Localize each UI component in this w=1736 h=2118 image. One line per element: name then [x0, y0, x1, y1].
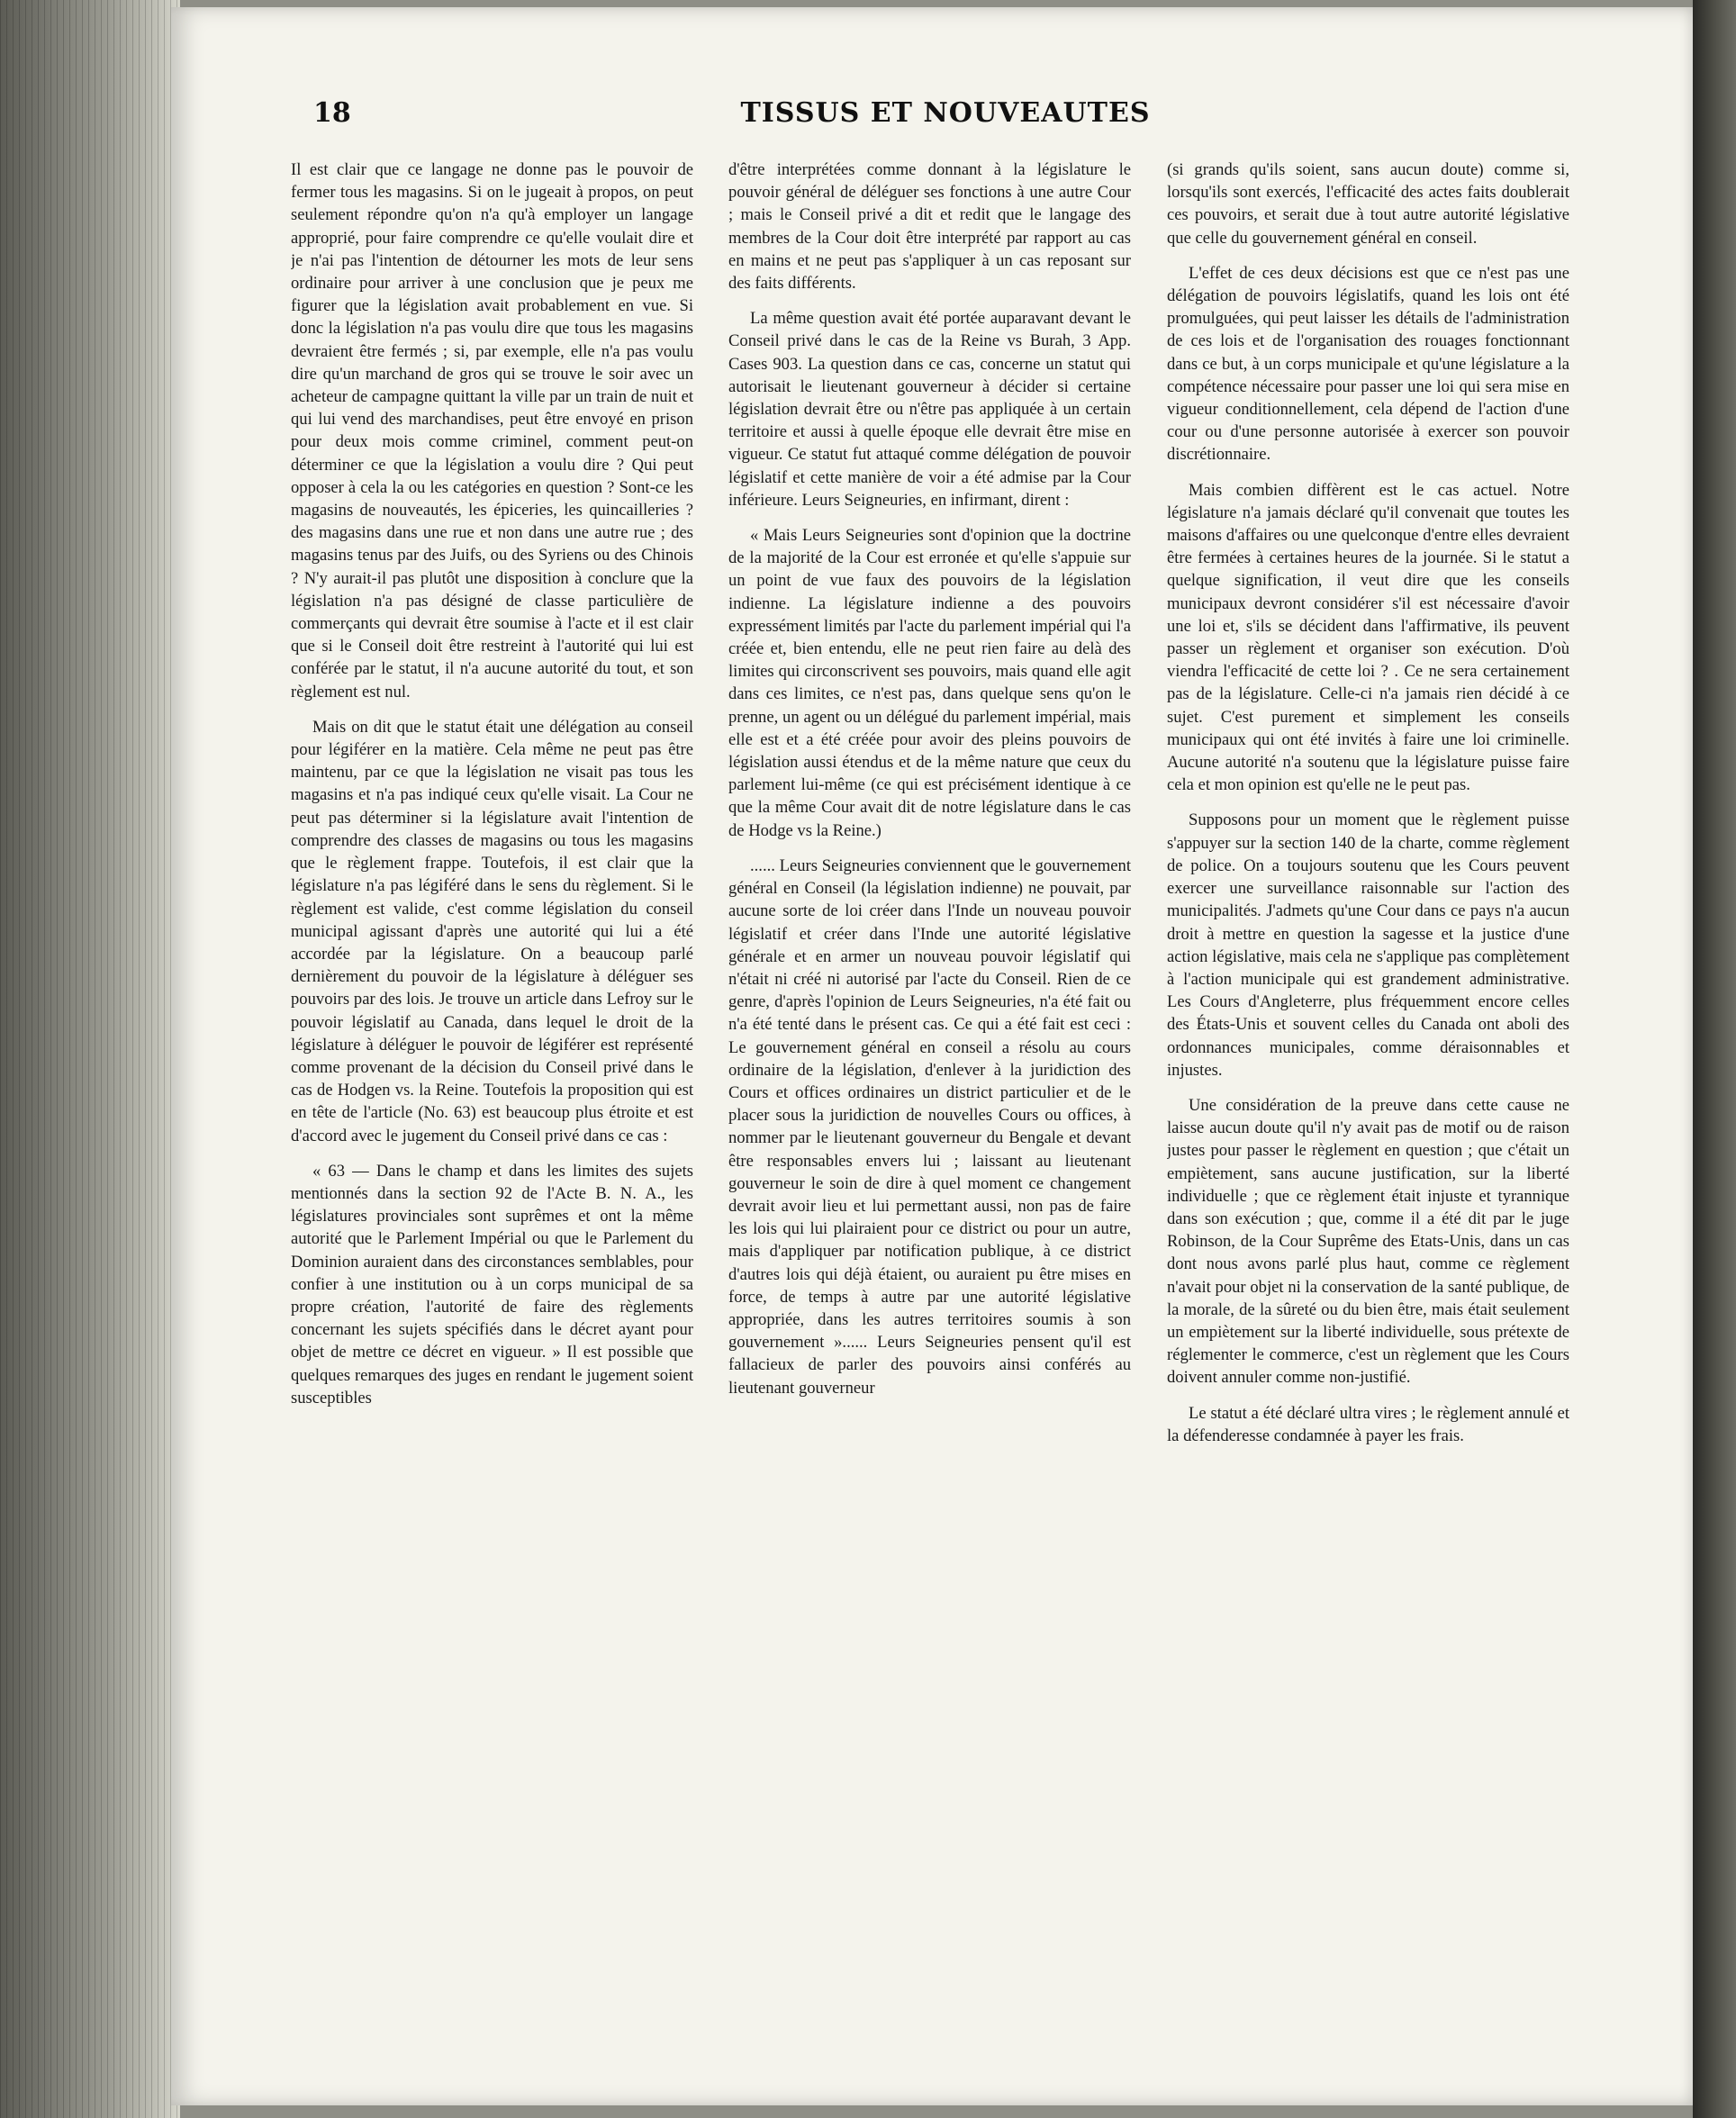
page-number: 18 — [313, 97, 351, 129]
paragraph: « 63 — Dans le champ et dans les limites des sujets mentionnés dans la section 92 de l'Acte B. N. A., les législatures provinciales sont suprêmes et ont la même autorité que le Parlement Impérial ou que le Parlement du Dominion auraient dans des circonstances semblables, pour confier à une institution ou à un corps municipal de sa propre création, l'autorité de faire des règlements concernant les sujets spécifiés dans le décret ayant pour objet de mettre ce décret en vigueur. » Il est possible que quelques remarques des juges en rendant le jugement soient susceptibles — [291, 1161, 693, 1407]
text-column-3 — [1167, 158, 1569, 2050]
running-title: TISSUS ET NOUVEAUTES — [740, 97, 1151, 129]
book-right-shadow — [1693, 0, 1736, 2118]
paragraph: d'être interprétées comme donnant à la législature le pouvoir général de déléguer ses fonctions à une autre Cour ; mais le Conseil privé a dit et redit que le langage des membres de la Cour doit être interprété par rapport au cas en mains et ne peut pas s'appliquer à un cas reposant sur des faits différents. — [728, 160, 1131, 294]
paragraph: Une considération de la preuve dans cette cause ne laisse aucun doute qu'il n'y avait pas de motif ou de raison justes pour passer le règlement en question ; que c'était un empiètement, sans aucune justification, sur la liberté individuelle ; que ce règlement était injuste et tyrannique dans son exécution ; que, comme il a été dit par le juge Robinson, de la Cour Suprême des Etats-Unis, dans un cas dont nous avons parlé plus haut, comme ce règlement n'avait pour objet ni la conservation de la santé publique, de la morale, de la sûreté ou du bien être, mais était seulement un empiètement sur la liberté individuelle, sous prétexte de réglementer le commerce, c'est un règlement que les Cours doivent annuler comme non-justifié. — [1167, 1095, 1569, 1388]
text-column-2 — [728, 158, 1131, 2050]
paragraph: La même question avait été portée auparavant devant le Conseil privé dans le cas de la Reine vs Burah, 3 App. Cases 903. La question dans ce cas, concerne un statut qui autorisait le lieutenant gouverneur à décider si certaine législation devrait être ou n'être pas appliquée à un certain territoire et aussi à quelle époque elle devrait être mise en vigueur. Ce statut fut attaqué comme délégation de pouvoir législatif et cette manière de voir a été admise par la Cour inférieure. Leurs Seigneuries, en infirmant, dirent : — [728, 309, 1131, 510]
paragraph: Le statut a été déclaré ultra vires ; le règlement annulé et la défenderesse condamnée à payer les frais. — [1167, 1403, 1569, 1445]
paragraph: (si grands qu'ils soient, sans aucun doute) comme si, lorsqu'ils sont exercés, l'efficacité des actes faits doublerait ces pouvoirs, et serait due à tout autre autorité législative que celle du gouvernement général en conseil. — [1167, 160, 1569, 248]
document-page — [171, 7, 1693, 2105]
paragraph: Il est clair que ce langage ne donne pas le pouvoir de fermer tous les magasins. Si on le jugeait à propos, on peut seulement répondre qu'on n'a qu'à employer un langage approprié, pour faire comprendre ce qu'elle voulait dire et je n'ai pas l'intention de détourner les mots de leur sens ordinaire pour arriver à une conclusion que je peux me figurer que la législation avait probablement en vue. Si donc la législation n'a pas voulu dire que tous les magasins devraient être fermés ; si, par exemple, elle n'a pas voulu dire qu'un marchand de gros qui se trouve le soir avec un acheteur de campagne quittant la ville par un train de nuit et qui lui vend des marchandises, peut être envoyé en prison pour deux mois comme criminel, comment peut-on déterminer ce que la législation a voulu dire ? Qui peut opposer à cela la ou les catégories en question ? Sont-ce les magasins de nouveautés, les épiceries, les quincailleries ? des magasins dans une rue et non dans une autre rue ; des magasins tenus par des Juifs, ou des Syriens ou des Chinois ? N'y aurait-il pas plutôt une disposition à conclure que la législation n'a pas désigné de classe particulière de commerçants qui devrait être soumise à l'acte et il est clair que si le Conseil doit être restreint à l'autorité qui lui est conférée par le statut, il n'a aucune autorité du tout, et son règlement est nul. — [291, 160, 693, 701]
text-columns — [171, 158, 1693, 2050]
paragraph: ...... Leurs Seigneuries conviennent que le gouvernement général en Conseil (la législation indienne) ne pouvait, par aucune sorte de loi créer dans l'Inde un nouveau pouvoir législatif et créer dans l'Inde une autorité législative générale et en armer un nouveau pouvoir législatif qui n'était ni créé ni autorisé par l'acte du Conseil. Rien de ce genre, d'après l'opinion de Leurs Seigneuries, n'a été fait ou n'a été tenté dans le présent cas. Ce qui a été fait est ceci : Le gouvernement général en conseil a résolu au cours ordinaire de la législation, d'enlever à la juridiction des Cours et offices ordinaires un district particulier et de le placer sous la juridiction de nouvelles Cours ou offices, à nommer par le lieutenant gouverneur du Bengale et devant être responsables envers lui ; laissant au lieutenant gouverneur le soin de dire à quel moment ce changement devrait avoir lieu et lui permettant aussi, non pas de faire les lois qui lui plairaient pour ce district ou pour un autre, mais d'appliquer par notification publique, à ce district d'autres lois qui déjà étaient, ou auraient pu être mises en force, de temps à autre par une autorité législative appropriée, dans les autres territoires soumis à son gouvernement »...... Leurs Seigneuries pensent qu'il est fallacieux de parler des pouvoirs ainsi conférés au lieutenant gouverneur — [728, 855, 1131, 1398]
text-column-1 — [291, 158, 693, 2050]
paragraph: Supposons pour un moment que le règlement puisse s'appuyer sur la section 140 de la charte, comme règlement de police. On a toujours soutenu que les Cours peuvent exercer une surveillance raisonnable sur l'action des municipalités. J'admets qu'une Cour dans ce pays n'a aucun droit à mettre en question la sagesse et la justice d'une action législative, mais cela ne s'applique pas complètement à l'action municipale qui est grandement administrative. Les Cours d'Angleterre, plus fréquemment encore celles des États-Unis et souvent celles du Canada ont aboli des ordonnances municipales, comme déraisonnables et injustes. — [1167, 810, 1569, 1080]
paragraph: Mais combien diffèrent est le cas actuel. Notre législature n'a jamais déclaré qu'il convenait que toutes les maisons d'affaires ou une quelconque d'entre elles devraient être fermées à certaines heures de la journée. Si le statut a quelque signification, il veut dire que les conseils municipaux devront considérer s'il est nécessaire d'avoir une loi et, s'ils se décident dans l'affirmative, ils peuvent passer un règlement et organiser son exécution. D'où viendra l'efficacité de cette loi ? . Ce ne sera certainement pas de la législature. Celle-ci n'a jamais rien décidé à ce sujet. C'est purement et simplement les conseils municipaux qui ont été invités à faire une loi criminelle. Aucune autorité n'a soutenu que la législature puisse faire cela et mon opinion est qu'elle ne le peut pas. — [1167, 480, 1569, 795]
paragraph: « Mais Leurs Seigneuries sont d'opinion que la doctrine de la majorité de la Cour est erronée et qu'elle s'appuie sur un point de vue faux des pouvoirs de la législation indienne. La législature indienne a des pouvoirs expressément limités par l'acte du parlement impérial qui l'a créée et, bien entendu, elle ne peut rien faire au delà des limites qui circonscrivent ses pouvoirs, mais quand elle agit dans ces limites, ce n'est pas, dans quelque sens qu'on le prenne, un agent ou un délégué du parlement impérial, mais elle est et a été créée pour avoir des pleins pouvoirs de législation aussi étendus et de la même nature que ceux du parlement lui-même (ce qui est précisément identique à ce que la même Cour avait dit de notre législature dans le cas de Hodge vs la Reine.) — [728, 526, 1131, 840]
paragraph: L'effet de ces deux décisions est que ce n'est pas une délégation de pouvoirs législatifs, quand les lois ont été promulguées, qui peut laisser les détails de l'administration de ces lois et de l'organisation des rouages fonctionnant dans ce but, à un corps municipale et qu'une législature a la compétence nécessaire pour passer une loi qui sera mise en vigueur conditionnellement, cela dépend de l'action d'une cour ou d'une personne autorisée à exercer son pouvoir discrétionnaire. — [1167, 263, 1569, 465]
paragraph: Mais on dit que le statut était une délégation au conseil pour légiférer en la matière. Cela même ne peut pas être maintenu, par ce que la législation ne visait pas tous les magasins et n'a pas indiqué ceux qu'elle visait. La Cour ne peut pas déterminer si la législature avait l'intention de comprendre des classes de magasins ou tous les magasins que le règlement frappe. Toutefois, il est clair que la législature n'a pas légiféré dans le sens du règlement. Si le règlement est valide, c'est comme législation du conseil municipal agissant d'après une autorité qui lui a été accordée par la législature. On a beaucoup parlé dernièrement du pouvoir de la législature à déléguer ses pouvoirs par des lois. Je trouve un article dans Lefroy sur le pouvoir législatif au Canada, dans lequel le droit de la législature à déléguer le pouvoir de légiférer est représenté comme provenant de la décision du Conseil privé dans le cas de Hodgen vs. la Reine. Toutefois la proposition qui est en tête de l'article (No. 63) est beaucoup plus étroite et est d'accord avec le jugement du Conseil privé dans ce cas : — [291, 717, 693, 1145]
book-page-edges — [0, 0, 180, 2118]
